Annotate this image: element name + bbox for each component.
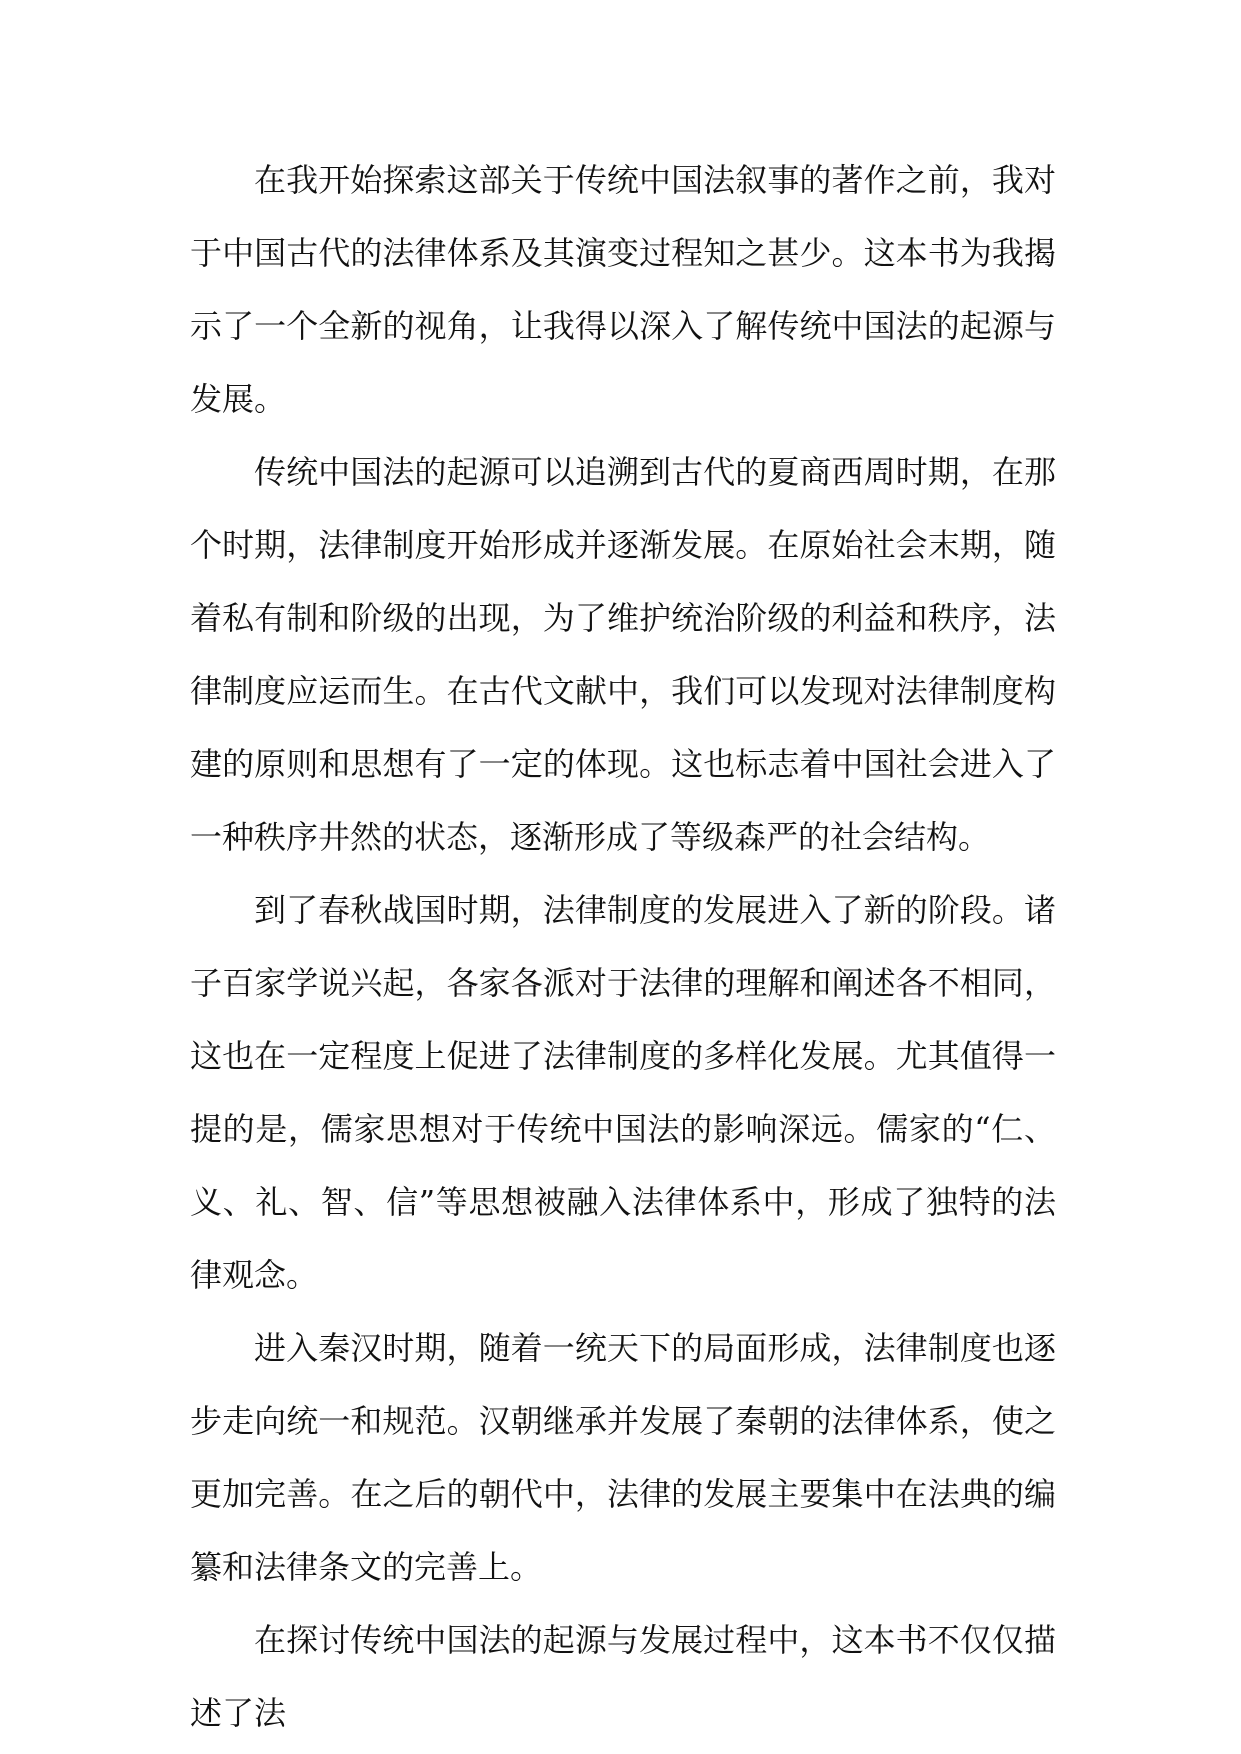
paragraph-intro: 在我开始探索这部关于传统中国法叙事的著作之前，我对于中国古代的法律体系及其演变过程知之甚少。这本书为我揭示了一个全新的视角，让我得以深入了解传统中国法的起源与发展。: [190, 161, 1056, 418]
paragraph-spring-autumn: 到了春秋战国时期，法律制度的发展进入了新的阶段。诸子百家学说兴起，各家各派对于法律的理解和阐述各不相同，这也在一定程度上促进了法律制度的多样化发展。尤其值得一提的是，儒家思想对于传统中国法的影响深远。儒家的“仁、义、礼、智、信”等思想被融入法律体系中，形成了独特的法律观念。: [190, 891, 1056, 1294]
paragraph-qin-han: 进入秦汉时期，随着一统天下的局面形成，法律制度也逐步走向统一和规范。汉朝继承并发展了秦朝的法律体系，使之更加完善。在之后的朝代中，法律的发展主要集中在法典的编纂和法律条文的完善上。: [190, 1329, 1056, 1586]
document-body: [190, 144, 1056, 1750]
paragraph-continuation: 在探讨传统中国法的起源与发展过程中，这本书不仅仅描述了法: [190, 1621, 1056, 1732]
paragraph-origins: 传统中国法的起源可以追溯到古代的夏商西周时期，在那个时期，法律制度开始形成并逐渐发展。在原始社会末期，随着私有制和阶级的出现，为了维护统治阶级的利益和秩序，法律制度应运而生。在古代文献中，我们可以发现对法律制度构建的原则和思想有了一定的体现。这也标志着中国社会进入了一种秩序井然的状态，逐渐形成了等级森严的社会结构。: [190, 453, 1056, 856]
